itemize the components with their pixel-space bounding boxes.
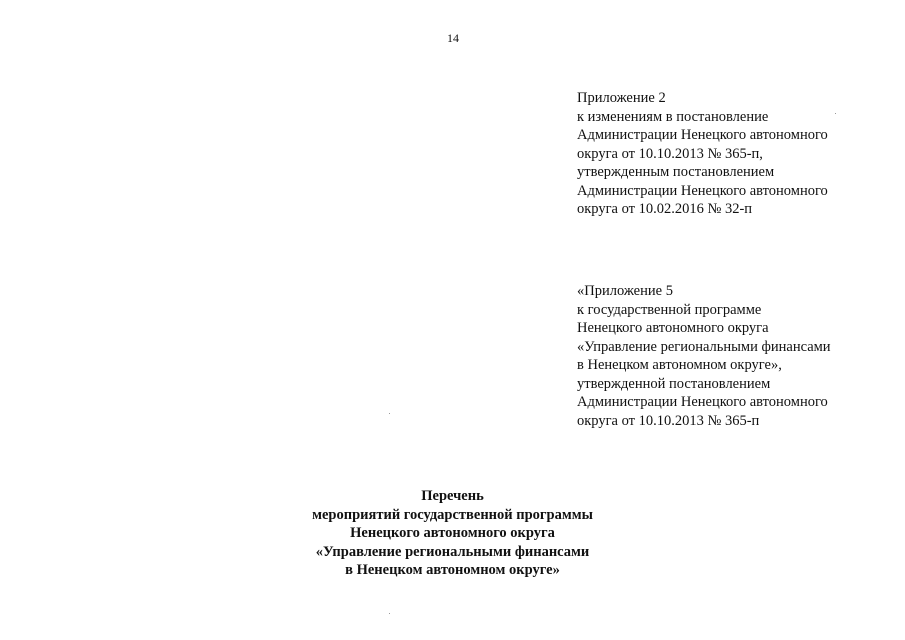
annex-2-line: утвержденным постановлением [577,164,775,180]
annex-5-line: утвержденной постановлением [577,375,771,392]
annex-2-line: к изменениям в постановление [577,108,769,125]
title-line: Ненецкого автономного округа [350,525,555,541]
annex-2-line: округа от 10.10.2013 № 365-п, [577,145,763,162]
annex-5-line: в Ненецком автономном округе», [577,357,782,373]
scan-speck [835,113,836,114]
title-line: «Управление региональными финансами [315,543,590,560]
annex-5-line: «Приложение 5 [577,283,673,299]
annex-5-header [577,282,897,430]
annex-2-line: Приложение 2 [577,90,666,106]
title-line: мероприятий государственной программы [312,506,593,523]
title-line: Перечень [421,488,484,504]
scan-speck [389,613,390,614]
annex-5-line: Ненецкого автономного округа [577,320,769,336]
annex-5-line: Администрации Ненецкого автономного [577,394,828,410]
annex-5-line: «Управление региональными финансами [577,338,831,355]
annex-5-line: округа от 10.10.2013 № 365-п [577,412,760,429]
annex-2-line: Администрации Ненецкого автономного [577,127,828,143]
annex-2-line: Администрации Ненецкого автономного [577,182,828,199]
scan-speck [389,413,390,414]
annex-2-line: округа от 10.02.2016 № 32-п [577,201,753,217]
page-number: 14 [447,31,459,45]
annex-2-header [577,89,897,219]
title-line: в Ненецком автономном округе» [345,562,560,578]
annex-5-line: к государственной программе [577,301,762,318]
document-title [250,487,655,580]
